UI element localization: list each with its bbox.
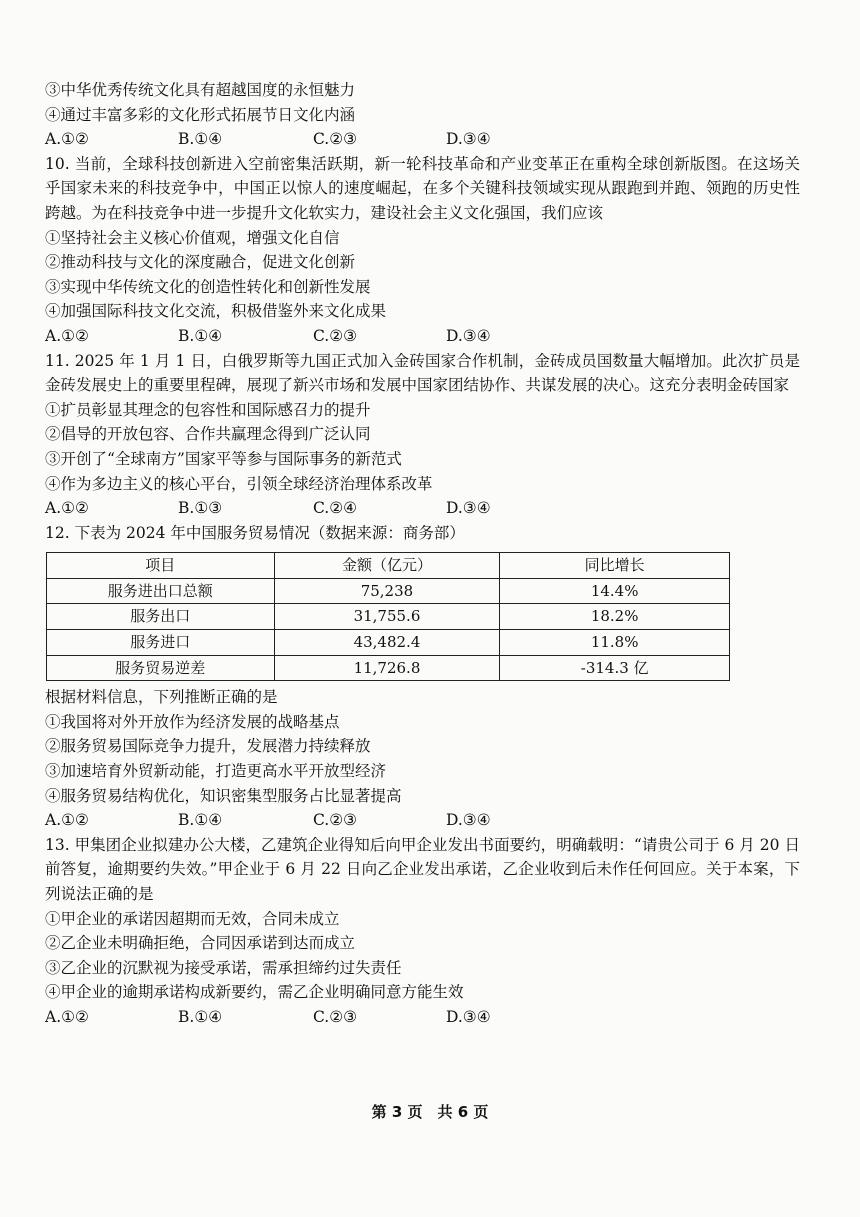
table-cell-item: 服务出口 (47, 604, 275, 630)
q10-stem: 10. 当前，全球科技创新进入空前密集活跃期，新一轮科技革命和产业变革正在重构全球创新版图。在这场关乎国家未来的科技竞争中，中国正以惊人的速度崛起，在多个关键科技领域实现从跟跑到并跑、领跑的历史性跨越。为在科技竞争中进一步提升文化软实力，建设社会主义文化强国，我们应该 (45, 154, 800, 222)
table-cell-amount: 43,482.4 (274, 630, 500, 656)
table-cell-growth: 14.4% (500, 578, 730, 604)
q12-item-1: ①我国将对外开放作为经济发展的战略基点 (45, 712, 340, 731)
q13-options (45, 1005, 800, 1030)
q12-options (45, 808, 800, 833)
q11-options (45, 496, 800, 521)
q12-lead: 根据材料信息，下列推断正确的是 (45, 688, 278, 707)
q10-option-a: A.①② (45, 326, 89, 345)
q10-options (45, 324, 800, 349)
table-row (47, 578, 730, 604)
table-row (47, 655, 730, 681)
q10-item-1: ①坚持社会主义核心价值观，增强文化自信 (45, 228, 340, 247)
table-header-amount: 金额（亿元） (274, 553, 500, 579)
question-12 (45, 521, 800, 833)
q10-option-c: C.②③ (313, 326, 358, 345)
table-cell-amount: 11,726.8 (274, 655, 500, 681)
table-row (47, 630, 730, 656)
q13-item-4: ④甲企业的逾期承诺构成新要约，需乙企业明确同意方能生效 (45, 983, 464, 1002)
q11-item-1: ①扩员彰显其理念的包容性和国际感召力的提升 (45, 400, 371, 419)
q12-option-d: D.③④ (446, 811, 491, 830)
table-header-item: 项目 (47, 553, 275, 579)
table-cell-growth: 11.8% (500, 630, 730, 656)
q9-option-d: D.③④ (446, 130, 491, 149)
service-trade-table (46, 552, 730, 681)
q12-item-4: ④服务贸易结构优化，知识密集型服务占比显著提高 (45, 786, 402, 805)
q11-item-3: ③开创了“全球南方”国家平等参与国际事务的新范式 (45, 449, 402, 468)
q12-stem: 12. 下表为 2024 年中国服务贸易情况（数据来源：商务部） (45, 523, 465, 542)
q13-option-c: C.②③ (313, 1007, 358, 1026)
q13-option-b: B.①④ (178, 1007, 223, 1026)
q11-stem: 11. 2025 年 1 月 1 日，白俄罗斯等九国正式加入金砖国家合作机制，金砖成员国数量大幅增加。此次扩员是金砖发展史上的重要里程碑，展现了新兴市场和发展中国家团结协作、共谋发展的决心。这充分表明金砖国家 (45, 351, 800, 395)
q9-item-4: ④通过丰富多彩的文化形式拓展节日文化内涵 (45, 105, 356, 124)
q12-option-a: A.①② (45, 811, 89, 830)
q12-option-c: C.②③ (313, 811, 358, 830)
question-10 (45, 152, 800, 349)
table-cell-growth: 18.2% (500, 604, 730, 630)
q10-item-4: ④加强国际科技文化交流，积极借鉴外来文化成果 (45, 302, 387, 321)
q12-item-2: ②服务贸易国际竞争力提升，发展潜力持续释放 (45, 737, 371, 756)
table-header-row (47, 553, 730, 579)
q10-option-b: B.①④ (178, 326, 223, 345)
page-number-footer: 第 3 页 共 6 页 (371, 1103, 489, 1121)
q13-option-d: D.③④ (446, 1007, 491, 1026)
q9-options (45, 127, 800, 152)
table-cell-amount: 75,238 (274, 578, 500, 604)
q11-item-2: ②倡导的开放包容、合作共赢理念得到广泛认同 (45, 425, 371, 444)
q11-item-4: ④作为多边主义的核心平台，引领全球经济治理体系改革 (45, 474, 433, 493)
table-cell-item: 服务进口 (47, 630, 275, 656)
q12-option-b: B.①④ (178, 811, 223, 830)
table-cell-item: 服务进出口总额 (47, 578, 275, 604)
q13-stem: 13. 甲集团企业拟建办公大楼，乙建筑企业得知后向甲企业发出书面要约，明确载明：“请贵公司于 6 月 20 日前答复，逾期要约失效。”甲企业于 6 月 22 日向乙企业发出承诺，乙企业收到后未作任何回应。关于本案，下列说法正确的是 (45, 835, 800, 903)
table-cell-amount: 31,755.6 (274, 604, 500, 630)
q9-option-a: A.①② (45, 130, 89, 149)
q10-item-3: ③实现中华传统文化的创造性转化和创新性发展 (45, 277, 371, 296)
question-9-tail (45, 78, 800, 152)
table-cell-growth: -314.3 亿 (500, 655, 730, 681)
q11-option-b: B.①③ (178, 499, 223, 518)
q9-option-c: C.②③ (313, 130, 358, 149)
q11-option-a: A.①② (45, 499, 89, 518)
q13-item-2: ②乙企业未明确拒绝，合同因承诺到达而成立 (45, 934, 356, 953)
q11-option-d: D.③④ (446, 499, 491, 518)
q12-item-3: ③加速培育外贸新动能，打造更高水平开放型经济 (45, 762, 387, 781)
q9-item-3: ③中华优秀传统文化具有超越国度的永恒魅力 (45, 81, 356, 99)
q10-option-d: D.③④ (446, 326, 491, 345)
q9-option-b: B.①④ (178, 130, 223, 149)
table-cell-item: 服务贸易逆差 (47, 655, 275, 681)
q10-item-2: ②推动科技与文化的深度融合，促进文化创新 (45, 253, 356, 272)
q11-option-c: C.②④ (313, 499, 358, 518)
question-11 (45, 349, 800, 521)
q13-option-a: A.①② (45, 1007, 89, 1026)
table-header-growth: 同比增长 (500, 553, 730, 579)
table-row (47, 604, 730, 630)
q13-item-3: ③乙企业的沉默视为接受承诺，需承担缔约过失责任 (45, 958, 402, 977)
q13-item-1: ①甲企业的承诺因超期而无效，合同未成立 (45, 909, 340, 928)
question-13 (45, 833, 800, 1030)
